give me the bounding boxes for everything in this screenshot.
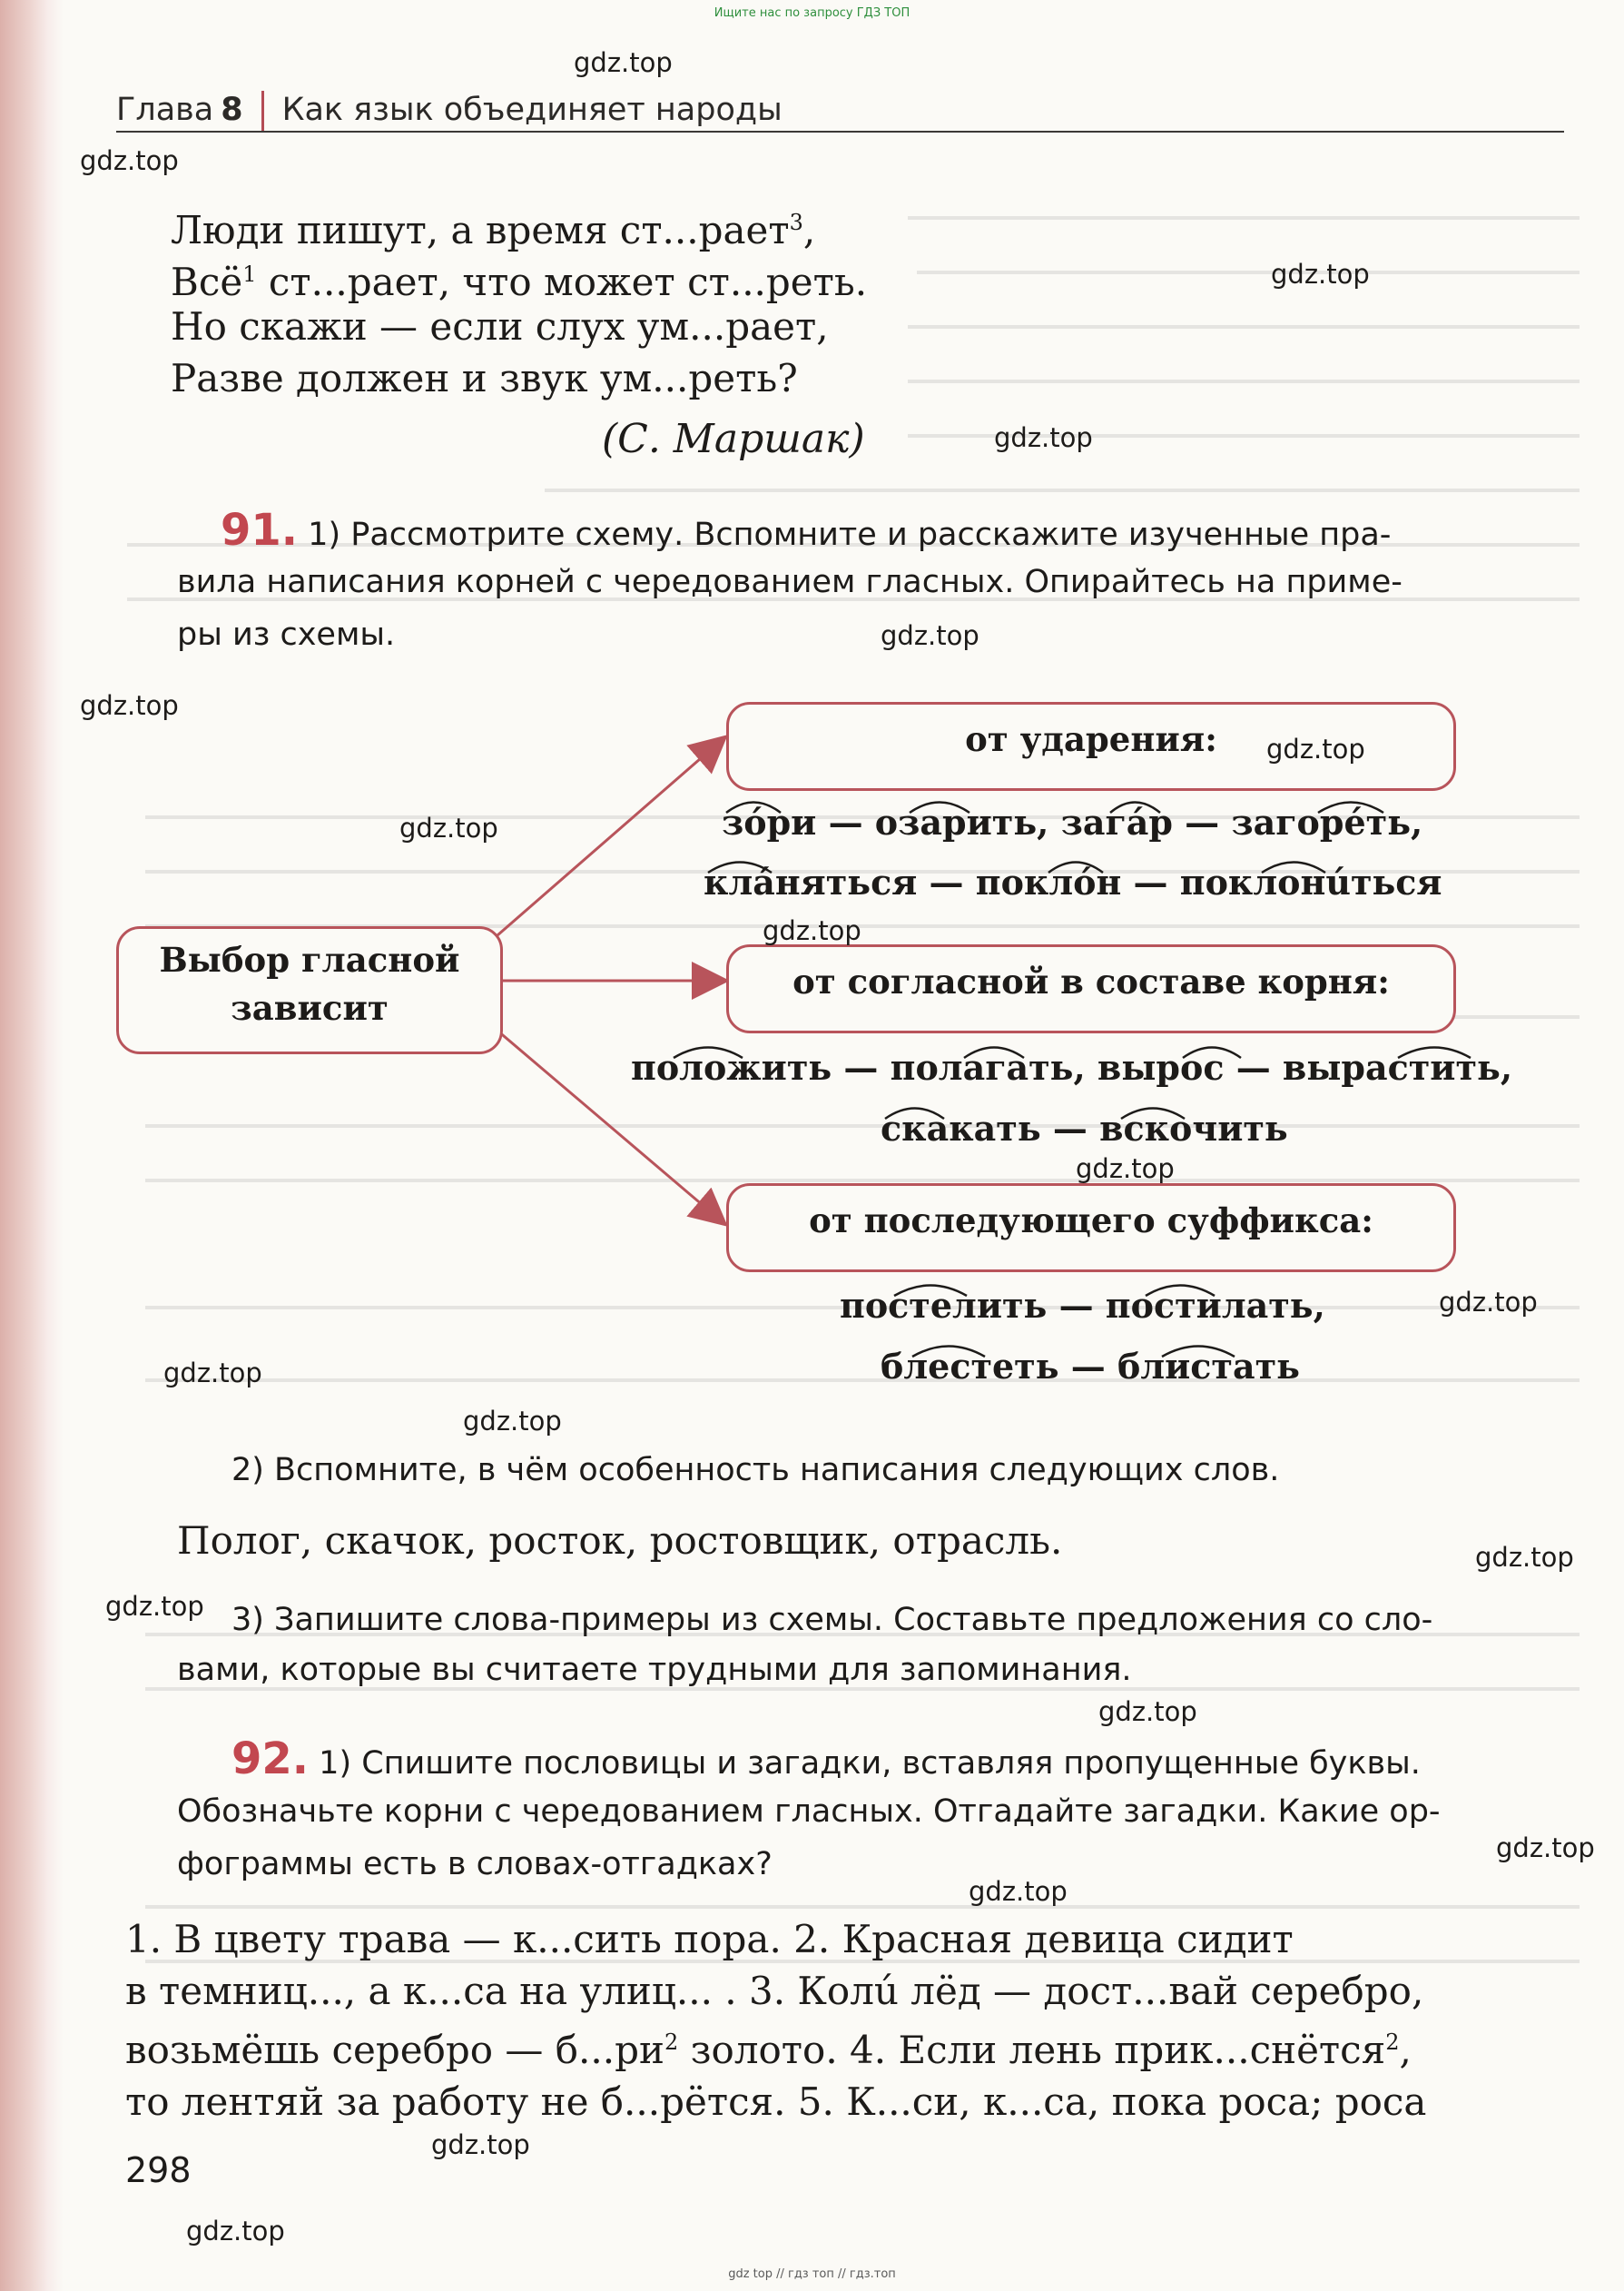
ex91-task2: 2) Вспомните, в чём особенность написания следующих слов. [231,1452,1280,1488]
watermark-4: gdz.top [994,422,1093,453]
ex91-task1-line1: 91. 1) Рассмотрите схему. Вспомните и расскажите изученные пра- [221,505,1392,556]
ex92-text [125,1913,1569,2128]
scheme-branch1-label: от ударения: [965,719,1217,759]
exercise-number-91: 91. [221,505,299,556]
bottom-note: gdz top // гдз топ // гдз.топ [728,2267,896,2281]
poem-line-2: Всё$^1$ ст...рает, что может ст...реть. [171,260,868,304]
watermark-5: gdz.top [881,620,979,651]
scheme-branch2-example2: скакать — вскочить [881,1108,1288,1149]
exercise-number-92: 92. [231,1733,310,1784]
ex91-task3-line1: 3) Запишите слова-примеры из схемы. Составьте предложения со сло- [231,1602,1433,1638]
chapter-label: Глава [116,92,214,128]
watermark-12: gdz.top [163,1358,262,1388]
watermark-3: gdz.top [1271,259,1370,290]
watermark-19: gdz.top [431,2129,530,2160]
watermark-10: gdz.top [1076,1153,1175,1184]
ex92-text-line1: 1. В цвету трава — к...сить пора. 2. Красная девица сидит [125,1917,1294,1961]
ex92-task-line3: фограммы есть в словах-отгадках? [177,1846,773,1882]
ex92-text-line4: то лентяй за работу не б...рётся. 5. К...си, к...са, пока роса; роса [125,2079,1427,2124]
ex91-task3-line2: вами, которые вы считаете трудными для запоминания. [177,1652,1132,1688]
watermark-14: gdz.top [1475,1542,1574,1573]
poem-line-3: Но скажи — если слух ум...рает, [171,304,829,349]
ex92-text-line2: в темниц..., а к...са на улиц... . 3. Колú лёд — дост...вай серебро, [125,1969,1424,2013]
watermark-8: gdz.top [399,813,498,844]
ex91-task2-words: Полог, скачок, росток, ростовщик, отрасль. [177,1518,1063,1563]
ex92-task-line1: 92. 1) Спишите пословицы и загадки, вставляя пропущенные буквы. [231,1733,1421,1784]
watermark-18: gdz.top [969,1876,1068,1907]
watermark-1: gdz.top [574,47,673,78]
poem-line-4: Разве должен и звук ум...реть? [171,356,798,400]
ex92-text-line3: возьмёшь серебро — $б...ри^2$ золото. 4. Если лень прик...снётся$^2$, [125,2028,1412,2072]
watermark-9: gdz.top [763,915,861,946]
scheme-center-line1: Выбор гласной [159,940,460,980]
watermark-11: gdz.top [1439,1287,1538,1318]
watermark-2: gdz.top [80,145,179,176]
watermark-6: gdz.top [80,690,179,721]
watermark-16: gdz.top [1098,1696,1197,1727]
poem-line-1: Люди пишут, а время ст...рает$^3$, [171,208,816,252]
watermark-7: gdz.top [1266,734,1365,765]
watermark-13: gdz.top [463,1406,562,1437]
watermark-17: gdz.top [1496,1832,1595,1863]
chapter-number: 8 [221,92,243,128]
top-note: Ищите нас по запросу ГДЗ ТОП [714,6,910,20]
poem-author: (С. Маршак) [602,416,865,462]
scheme-center-line2: зависит [231,988,389,1028]
page-number: 298 [125,2150,192,2190]
watermark-20: gdz.top [186,2216,285,2247]
chapter-title: Как язык объединяет народы [281,92,782,128]
ex91-task1-line3: ры из схемы. [177,617,396,653]
scheme-branch3-example2: блестеть — блистать [881,1346,1300,1387]
ex92-task-line2: Обозначьте корни с чередованием гласных. Отгадайте загадки. Какие ор- [177,1793,1441,1830]
scheme-branch1-example1: зóри — озарить, загáр — загорéть, [722,802,1423,843]
ex91-task1-line2: вила написания корней с чередованием гласных. Опирайтесь на приме- [177,564,1403,600]
watermark-15: gdz.top [105,1591,204,1622]
scheme-branch2-label: от согласной в составе корня: [792,962,1390,1002]
scheme-branch2-example1: положить — полагать, вырос — вырастить, [631,1047,1513,1088]
scheme-branch1-example2: клáняться — поклóн — поклонúться [704,862,1442,903]
scheme-branch3-example1: постелить — постилать, [840,1285,1325,1326]
scheme-branch3-label: от последующего суффикса: [809,1200,1373,1240]
